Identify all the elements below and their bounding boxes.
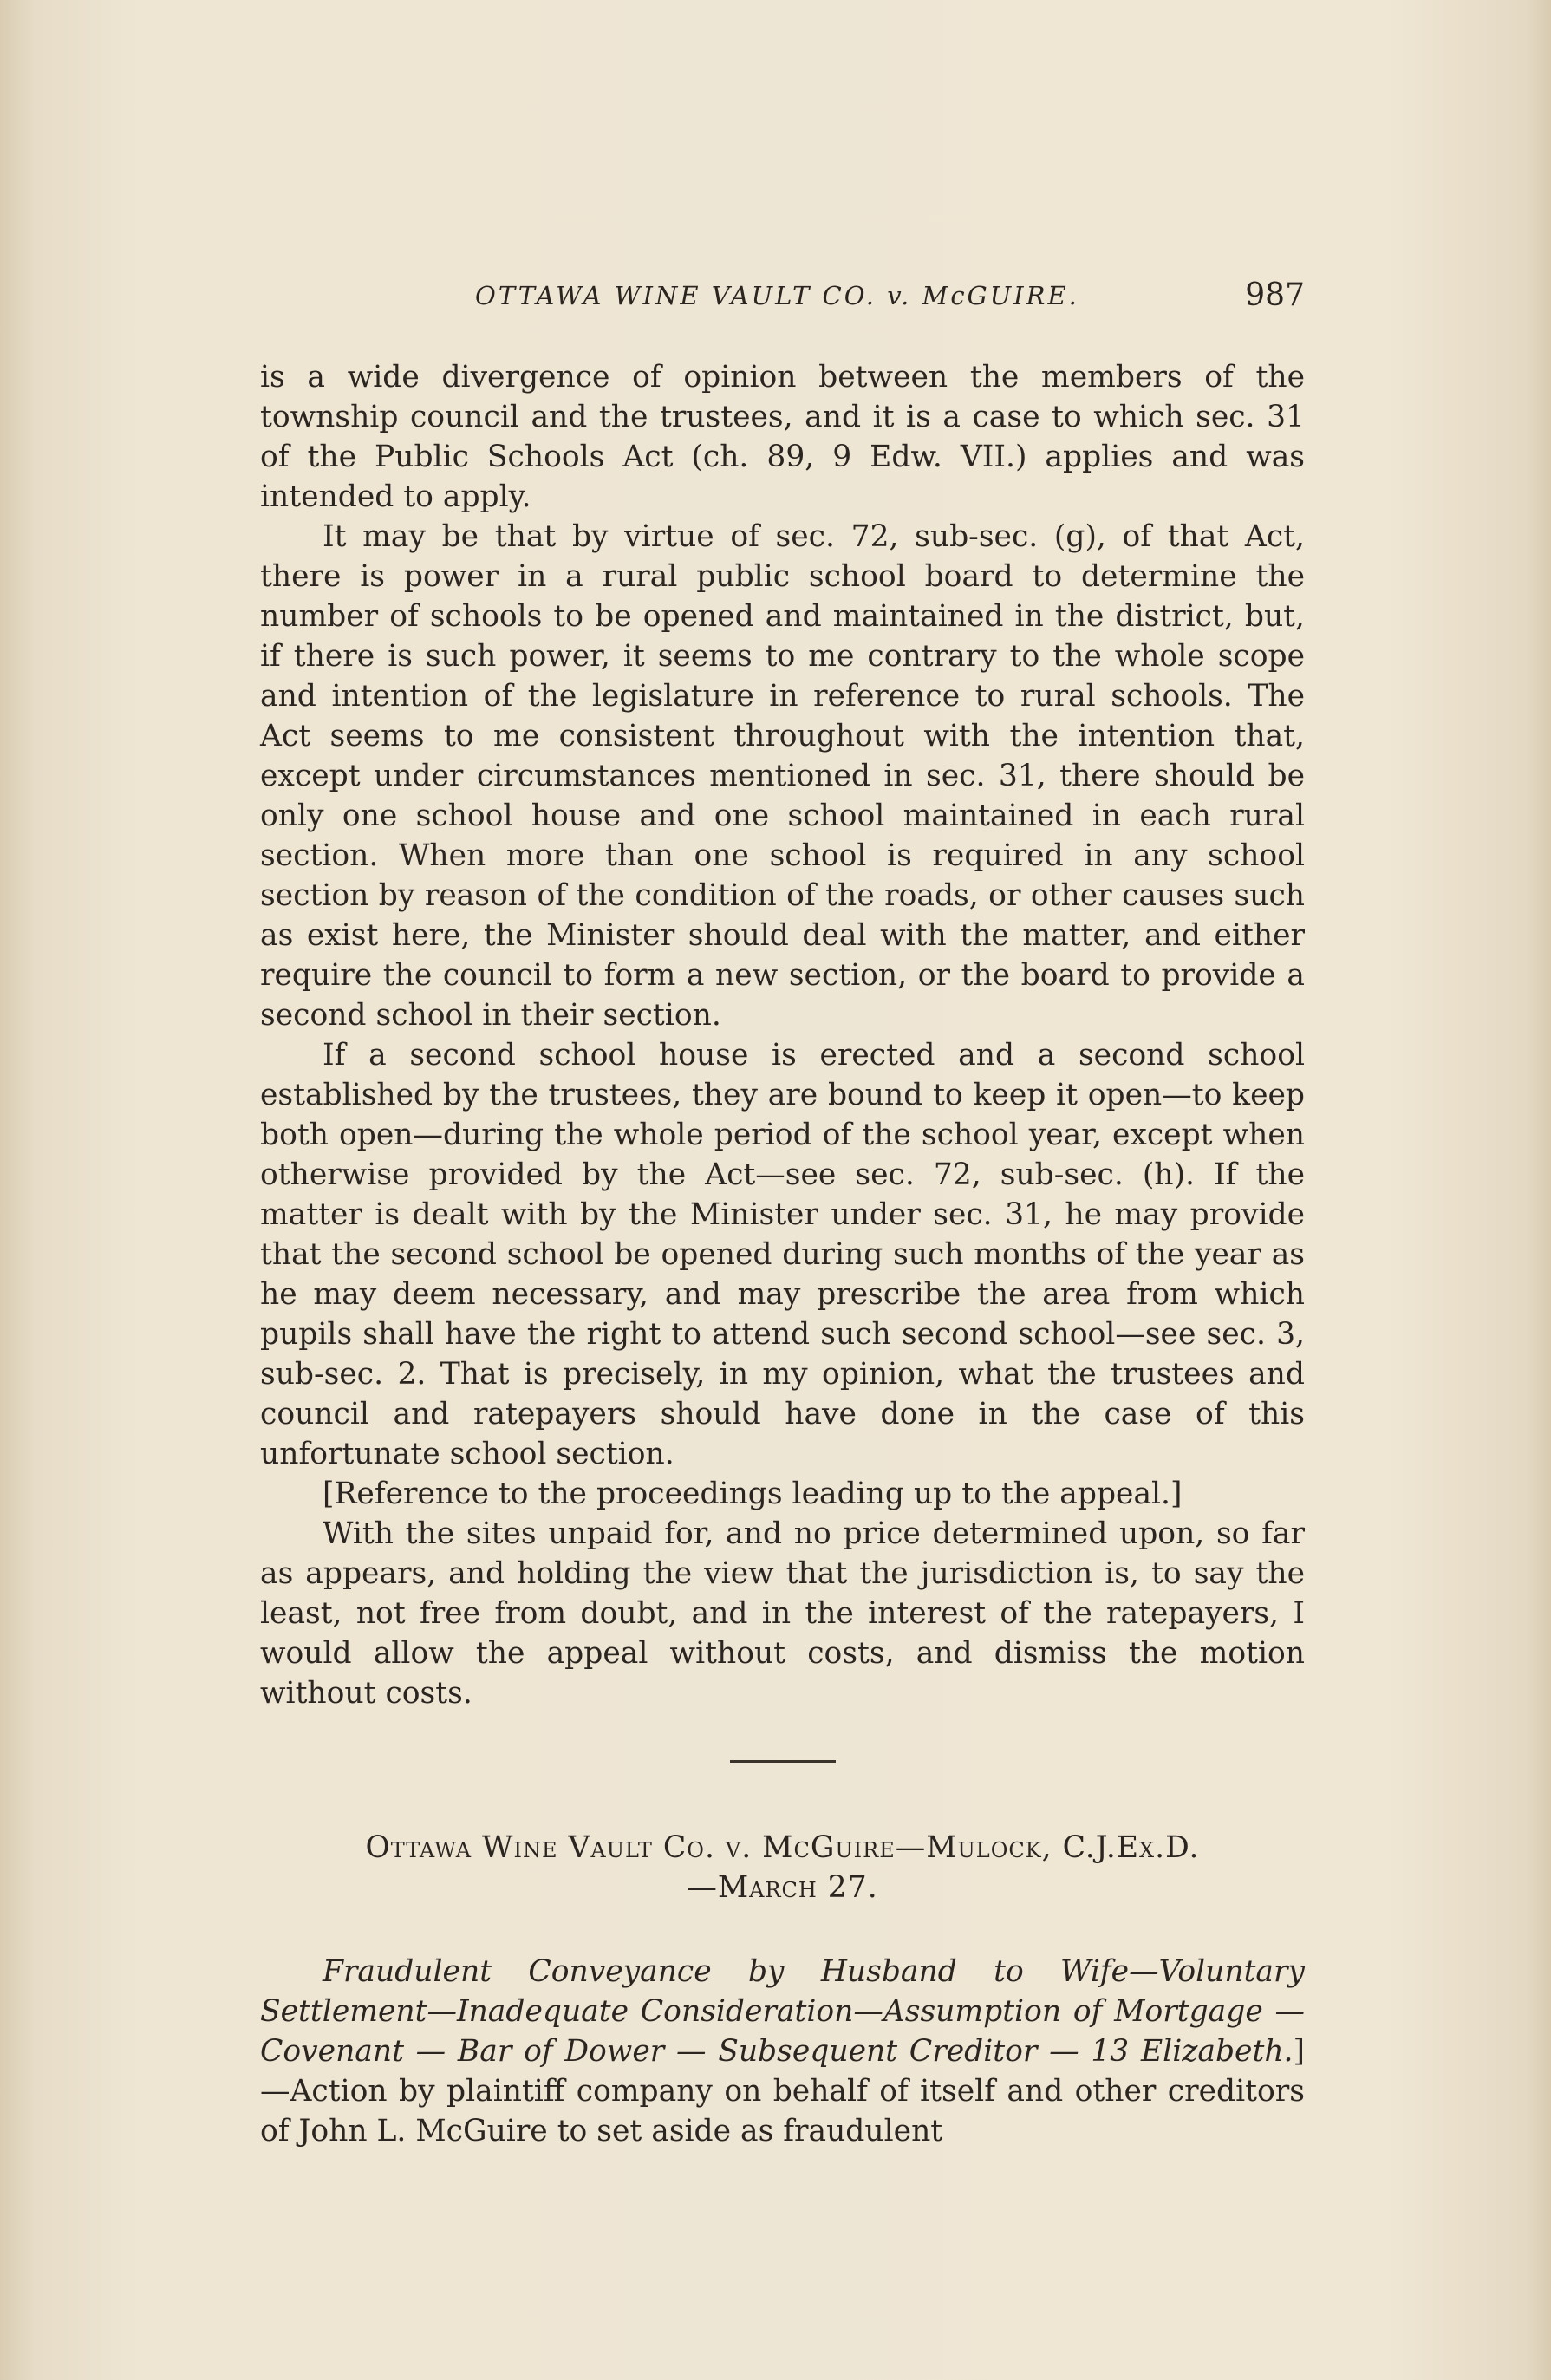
paragraph: It may be that by virtue of sec. 72, sub-sec. (g), of that Act, there is power in a rural public school board to determine the number of schools to be opened and maintained in the district, but, if there is such power, it seems to me contrary to the whole scope and intention of the legislature in reference to rural schools. The Act seems to me consistent throughout with the intention that, except under circumstances mentioned in sec. 31, there should be only one school house and one school maintained in each rural section. When more than one school is required in any school section by reason of the condition of the roads, or other causes such as exist here, the Minister should deal with the matter, and either require the council to form a new section, or the board to provide a second school in their section. (260, 519, 1305, 1033)
headnote-summary: ]—Action by plaintiff company on behalf of itself and other creditors of John L. McGuire to set aside as fraudulent (260, 2033, 1305, 2149)
section-divider (730, 1760, 836, 1763)
paragraph-reference-note: [Reference to the proceedings leading up to the appeal.] (323, 1477, 1183, 1511)
body-text (260, 357, 1305, 1713)
case-title: Ottawa Wine Vault Co. v. McGuire—Mulock, C.J.Ex.D. (365, 1830, 1200, 1865)
paragraph-continuation: is a wide divergence of opinion between the members of the township council and the trustees, and it is a case to which sec. 31 of the Public Schools Act (ch. 89, 9 Edw. VII.) applies and was intended to apply. (260, 360, 1305, 514)
page-number: 987 (1245, 277, 1305, 313)
case-heading (260, 1828, 1305, 1907)
headnote-catchwords: Fraudulent Conveyance by Husband to Wife—Voluntary Settlement—Inadequate Consideration—Assumption of Mortgage — Covenant — Bar of Dower — Subsequent Creditor — 13 Elizabeth. (260, 1953, 1305, 2069)
case-headnote (260, 1952, 1305, 2151)
paragraph-conclusion: With the sites unpaid for, and no price determined upon, so far as appears, and holding the view that the jurisdiction is, to say the least, not free from doubt, and in the interest of the ratepayers, I would allow the appeal without costs, and dismiss the motion without costs. (260, 1516, 1305, 1711)
page-header (260, 272, 1305, 324)
case-date: —March 27. (687, 1870, 878, 1905)
paragraph: If a second school house is erected and a second school established by the trustees, they are bound to keep it open—to keep both open—during the whole period of the school year, except when otherwise provided by the Act—see sec. 72, sub-sec. (h). If the matter is dealt with by the Minister under sec. 31, he may provide that the second school be opened during such months of the year as he may deem necessary, and may prescribe the area from which pupils shall have the right to attend such second school—see sec. 3, sub-sec. 2. That is precisely, in my opinion, what the trustees and council and ratepayers should have done in the case of this unfortunate school section. (260, 1038, 1305, 1471)
running-title: OTTAWA WINE VAULT CO. v. McGUIRE. (475, 281, 1079, 310)
